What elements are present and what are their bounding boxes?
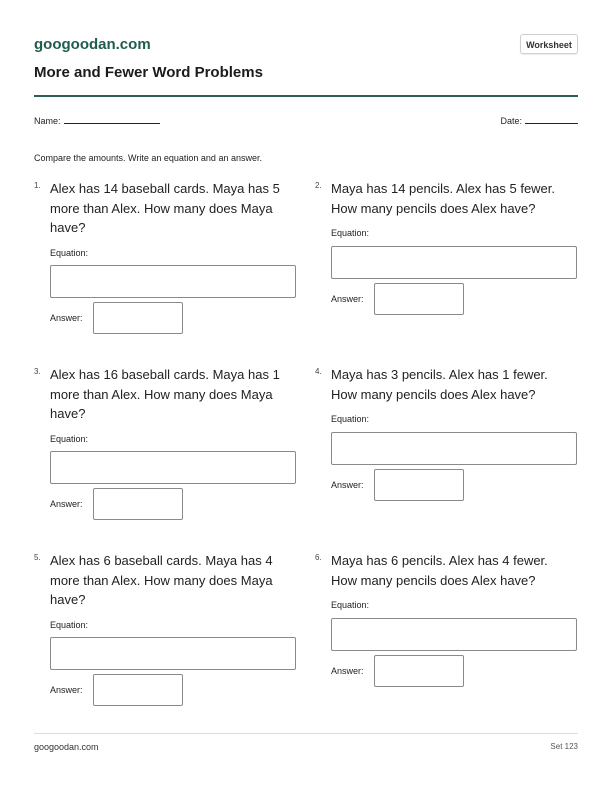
answer-box[interactable] bbox=[374, 655, 464, 687]
problem-text: Maya has 3 pencils. Alex has 1 fewer. How many pencils does Alex have? bbox=[331, 367, 548, 402]
date-line[interactable] bbox=[525, 114, 578, 124]
footer-divider bbox=[34, 733, 578, 734]
footer-set-number: Set 123 bbox=[550, 742, 578, 751]
answer-box[interactable] bbox=[93, 488, 183, 520]
name-field[interactable] bbox=[34, 114, 160, 126]
answer-box[interactable] bbox=[374, 469, 464, 501]
problem-number: 6. bbox=[315, 553, 322, 562]
problem-text: Maya has 14 pencils. Alex has 5 fewer. How many pencils does Alex have? bbox=[331, 181, 556, 216]
name-line[interactable] bbox=[64, 114, 160, 124]
answer-box[interactable] bbox=[93, 674, 183, 706]
equation-box[interactable] bbox=[50, 265, 296, 298]
equation-label: Equation: bbox=[50, 248, 89, 258]
equation-box[interactable] bbox=[331, 618, 577, 651]
equation-label: Equation: bbox=[331, 600, 370, 610]
problem-text: Alex has 16 baseball cards. Maya has 1 more than Alex. How many does Maya have? bbox=[50, 367, 280, 421]
answer-label: Answer: bbox=[331, 480, 364, 490]
answer-label: Answer: bbox=[331, 666, 364, 676]
brand-logo-text: googoodan.com bbox=[34, 36, 151, 53]
answer-label: Answer: bbox=[331, 294, 364, 304]
problem-number: 4. bbox=[315, 367, 322, 376]
problem-text: Maya has 6 pencils. Alex has 4 fewer. How many pencils does Alex have? bbox=[331, 553, 548, 588]
date-field[interactable] bbox=[500, 114, 578, 126]
instructions: Compare the amounts. Write an equation and an answer. bbox=[34, 153, 262, 163]
problem-text: Alex has 6 baseball cards. Maya has 4 more than Alex. How many does Maya have? bbox=[50, 553, 273, 607]
equation-label: Equation: bbox=[331, 414, 370, 424]
equation-label: Equation: bbox=[50, 620, 89, 630]
header-divider bbox=[34, 95, 578, 97]
date-label: Date: bbox=[500, 116, 522, 126]
answer-box[interactable] bbox=[374, 283, 464, 315]
problem-text: Alex has 14 baseball cards. Maya has 5 more than Alex. How many does Maya have? bbox=[50, 181, 280, 235]
footer-site: googoodan.com bbox=[34, 742, 99, 752]
equation-label: Equation: bbox=[50, 434, 89, 444]
equation-box[interactable] bbox=[50, 637, 296, 670]
name-label: Name: bbox=[34, 116, 61, 126]
problem-number: 2. bbox=[315, 181, 322, 190]
page-title: More and Fewer Word Problems bbox=[34, 64, 263, 81]
answer-label: Answer: bbox=[50, 313, 83, 323]
answer-label: Answer: bbox=[50, 499, 83, 509]
equation-box[interactable] bbox=[50, 451, 296, 484]
answer-label: Answer: bbox=[50, 685, 83, 695]
problem-number: 3. bbox=[34, 367, 41, 376]
problem-number: 5. bbox=[34, 553, 41, 562]
answer-box[interactable] bbox=[93, 302, 183, 334]
equation-label: Equation: bbox=[331, 228, 370, 238]
equation-box[interactable] bbox=[331, 246, 577, 279]
equation-box[interactable] bbox=[331, 432, 577, 465]
worksheet-badge: Worksheet bbox=[520, 34, 578, 54]
problem-number: 1. bbox=[34, 181, 41, 190]
